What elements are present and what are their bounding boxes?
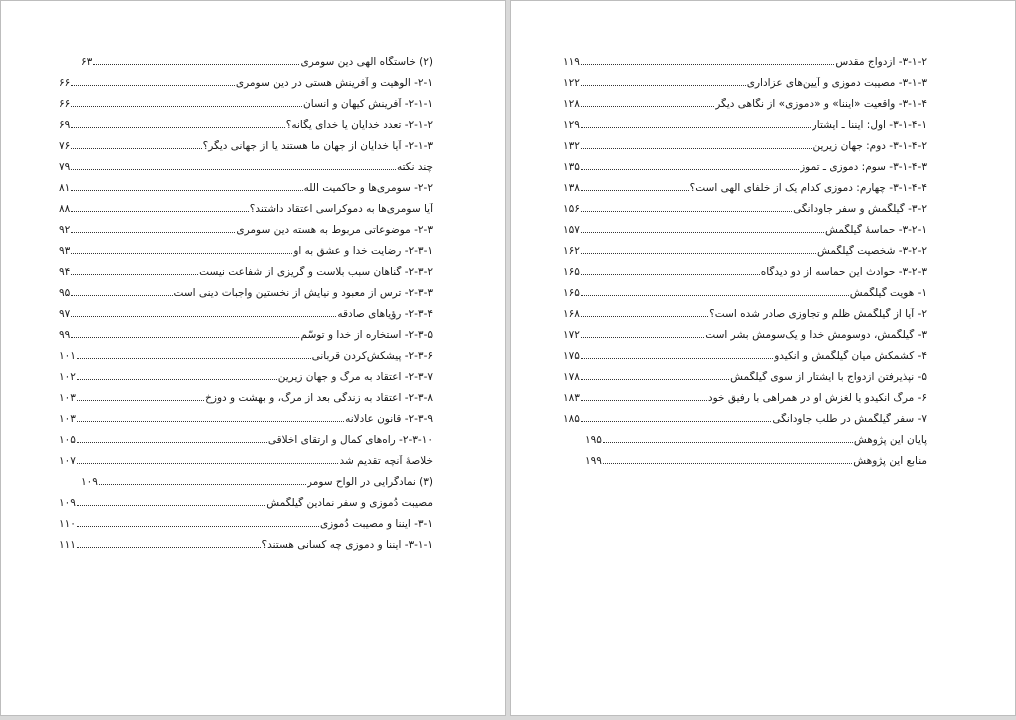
toc-entry-title: ۶- مرگ انکیدو یا لغزش او در همراهی با رفیق خود xyxy=(707,391,927,404)
toc-leader-dots xyxy=(71,127,285,128)
toc-entry-page-number: ۱۶۸ xyxy=(563,307,580,320)
toc-entry-title: ۴- کشمکش میان گیلگمش و انکیدو xyxy=(774,349,927,362)
toc-entry xyxy=(59,366,433,387)
toc-entry xyxy=(563,282,927,303)
toc-entry xyxy=(59,240,433,261)
toc-entry-page-number: ۷۶ xyxy=(59,139,71,152)
toc-entry-page-number: ۷۹ xyxy=(59,160,71,173)
toc-leader-dots xyxy=(71,190,302,191)
toc-entry xyxy=(563,261,927,282)
toc-leader-dots xyxy=(581,106,714,107)
toc-entry xyxy=(59,72,433,93)
toc-entry xyxy=(59,450,433,471)
toc-entry-title: ۳- گیلگمش، دوسومش خدا و یک‌سومش بشر است xyxy=(705,328,927,341)
toc-entry xyxy=(59,219,433,240)
toc-entry-page-number: ۱۹۵ xyxy=(585,433,602,446)
toc-entry xyxy=(59,324,433,345)
toc-entry xyxy=(59,303,433,324)
toc-leader-dots xyxy=(71,316,336,317)
toc-entry-title: ۳-۱-۴-۱- اول: ایننا ـ ایشتار xyxy=(811,118,927,131)
toc-entry-page-number: ۱۱۹ xyxy=(563,55,580,68)
toc-entry-title: ۲-۲- سومری‌ها و حاکمیت الله xyxy=(303,181,433,194)
toc-entry-page-number: ۶۹ xyxy=(59,118,71,131)
toc-leader-dots xyxy=(77,421,344,422)
toc-entry-page-number: ۱۰۹ xyxy=(81,475,98,488)
toc-leader-dots xyxy=(581,400,707,401)
toc-entry-title: ۲-۳-۱۰- راه‌های کمال و ارتقای اخلاقی xyxy=(267,433,433,446)
toc-leader-dots xyxy=(77,526,319,527)
toc-entry xyxy=(59,471,433,492)
toc-entry-page-number: ۱۵۶ xyxy=(563,202,580,215)
toc-entry-title: ۳-۱-۴-۳- سوم: دموزی ـ تموز xyxy=(800,160,927,173)
toc-leader-dots xyxy=(581,211,792,212)
toc-entry-page-number: ۱۳۲ xyxy=(563,139,580,152)
toc-leader-dots xyxy=(77,547,261,548)
toc-entry-title: ۵- نپذیرفتن ازدواج با ایشتار از سوی گیلگمش xyxy=(730,370,927,383)
toc-entry-title: منابع این پژوهش xyxy=(853,454,927,467)
toc-entry-title: چند نکته xyxy=(396,160,433,173)
toc-entry-page-number: ۱۰۱ xyxy=(59,349,76,362)
toc-entry-title: ۷- سفر گیلگمش در طلب جاودانگی xyxy=(772,412,927,425)
toc-entry xyxy=(59,408,433,429)
toc-entry-page-number: ۶۳ xyxy=(81,55,93,68)
toc-leader-dots xyxy=(581,295,849,296)
toc-leader-dots xyxy=(71,85,235,86)
toc-entry-page-number: ۶۶ xyxy=(59,76,71,89)
toc-entry-title: ۳-۱-۱- ایننا و دموزی چه کسانی هستند؟ xyxy=(261,538,433,551)
toc-entry-title: ۲-۱-۲- تعدد خدایان یا خدای یگانه؟ xyxy=(285,118,433,131)
toc-entry xyxy=(59,429,433,450)
toc-entry xyxy=(563,303,927,324)
toc-entry-title: ۲-۳-۴- رؤیاهای صادقه xyxy=(337,307,433,320)
toc-entry-page-number: ۸۱ xyxy=(59,181,71,194)
toc-list-right xyxy=(563,51,927,471)
toc-entry-title: ۳-۲-۳- حوادث این حماسه از دو دیدگاه xyxy=(760,265,927,278)
toc-entry-title: ۲-۳-۷- اعتقاد به مرگ و جهان زیرین xyxy=(277,370,433,383)
toc-leader-dots xyxy=(77,400,204,401)
toc-entry-page-number: ۱۰۵ xyxy=(59,433,76,446)
toc-leader-dots xyxy=(77,379,277,380)
toc-entry-title: ۲-۳-۱- رضایت خدا و عشق به او xyxy=(293,244,433,257)
toc-leader-dots xyxy=(93,64,299,65)
toc-entry-title: ۲-۳- موضوعاتی مربوط به هسته دین سومری xyxy=(236,223,433,236)
toc-entry-page-number: ۹۴ xyxy=(59,265,71,278)
toc-entry-page-number: ۱۰۷ xyxy=(59,454,76,467)
toc-entry-title: ۲-۱-۳- آیا خدایان از جهان ما هستند یا از جهانی دیگر؟ xyxy=(202,139,433,152)
toc-entry-title: پایان این پژوهش xyxy=(853,433,927,446)
toc-entry xyxy=(563,450,927,471)
toc-entry-title: ۳-۱-۴- واقعیت «ایننا» و «دموزی» از نگاهی دیگر xyxy=(715,97,927,110)
toc-entry-title: ۳-۲- گیلگمش و سفر جاودانگی xyxy=(793,202,927,215)
toc-entry-title: ۳-۱-۴-۲- دوم: جهان زیرین xyxy=(812,139,927,152)
toc-entry-page-number: ۹۹ xyxy=(59,328,71,341)
toc-entry xyxy=(563,324,927,345)
toc-entry xyxy=(59,114,433,135)
toc-entry-page-number: ۹۳ xyxy=(59,244,71,257)
toc-entry-page-number: ۱۳۸ xyxy=(563,181,580,194)
toc-entry-page-number: ۱۸۳ xyxy=(563,391,580,404)
toc-entry-title: ۲-۱-۱- آفرینش کیهان و انسان xyxy=(303,97,433,110)
toc-leader-dots xyxy=(581,64,834,65)
toc-entry-title: آیا سومری‌ها به دموکراسی اعتقاد داشتند؟ xyxy=(249,202,433,215)
toc-entry-page-number: ۹۲ xyxy=(59,223,71,236)
toc-entry xyxy=(563,114,927,135)
toc-entry-page-number: ۱۵۷ xyxy=(563,223,580,236)
toc-entry xyxy=(563,429,927,450)
toc-leader-dots xyxy=(71,211,249,212)
toc-entry-title: ۳-۱-۴-۴- چهارم: دموزی کدام یک از خلفای الهی است؟ xyxy=(689,181,927,194)
toc-leader-dots xyxy=(71,106,302,107)
toc-entry-title: ۲-۳-۲- گناهان سبب بلاست و گریزی از شفاعت نیست xyxy=(199,265,433,278)
toc-entry xyxy=(59,282,433,303)
toc-leader-dots xyxy=(71,169,396,170)
toc-entry-page-number: ۱۷۲ xyxy=(563,328,580,341)
toc-entry-title: ۲-۳-۹- قانون عادلانه xyxy=(345,412,433,425)
toc-entry-title: ۳-۱-۲- ازدواج مقدس xyxy=(835,55,927,68)
toc-leader-dots xyxy=(581,379,729,380)
toc-entry-title: مصیبت دُموزی و سفر نمادین گیلگمش xyxy=(266,496,433,509)
toc-leader-dots xyxy=(71,337,299,338)
toc-entry-page-number: ۹۵ xyxy=(59,286,71,299)
toc-leader-dots xyxy=(77,442,267,443)
toc-entry xyxy=(563,135,927,156)
toc-leader-dots xyxy=(581,169,799,170)
toc-entry-page-number: ۸۸ xyxy=(59,202,71,215)
toc-entry-title: ۳-۱-۳- مصیبت دموزی و آیین‌های عزاداری xyxy=(746,76,927,89)
toc-leader-dots xyxy=(581,421,771,422)
toc-leader-dots xyxy=(71,232,235,233)
toc-entry xyxy=(59,387,433,408)
toc-entry xyxy=(59,135,433,156)
toc-entry-title: (۳) نمادگرایی در الواح سومر xyxy=(306,475,433,488)
toc-entry xyxy=(563,366,927,387)
toc-leader-dots xyxy=(603,442,853,443)
toc-entry xyxy=(59,534,433,555)
toc-entry-page-number: ۱۷۸ xyxy=(563,370,580,383)
toc-entry-page-number: ۱۶۲ xyxy=(563,244,580,257)
toc-entry xyxy=(59,93,433,114)
toc-entry xyxy=(563,387,927,408)
toc-leader-dots xyxy=(71,295,172,296)
toc-leader-dots xyxy=(581,127,811,128)
toc-entry-title: (۲) خاستگاه الهی دین سومری xyxy=(300,55,433,68)
left-page xyxy=(0,0,506,716)
toc-entry-title: ۲-۳-۳- ترس از معبود و نیایش از نخستین واجبات دینی است xyxy=(173,286,433,299)
toc-entry-page-number: ۱۲۲ xyxy=(563,76,580,89)
toc-leader-dots xyxy=(581,274,760,275)
toc-entry xyxy=(563,156,927,177)
toc-entry-page-number: ۶۶ xyxy=(59,97,71,110)
toc-entry xyxy=(59,177,433,198)
toc-entry-page-number: ۹۷ xyxy=(59,307,71,320)
toc-entry xyxy=(563,51,927,72)
toc-leader-dots xyxy=(581,232,824,233)
toc-entry-title: ۲-۳-۶- پیشکش‌کردن قربانی xyxy=(311,349,433,362)
toc-entry-title: ۲-۱- الوهیت و آفرینش هستی در دین سومری xyxy=(235,76,433,89)
toc-entry-page-number: ۱۱۱ xyxy=(59,538,76,551)
toc-leader-dots xyxy=(581,148,812,149)
toc-entry-title: ۳-۲-۱- حماسهٔ گیلگمش xyxy=(824,223,927,236)
toc-entry xyxy=(563,177,927,198)
toc-leader-dots xyxy=(581,337,704,338)
toc-entry xyxy=(59,513,433,534)
toc-entry xyxy=(563,72,927,93)
toc-entry-title: ۲-۳-۵- استخاره از خدا و توسّم xyxy=(300,328,433,341)
toc-entry-page-number: ۱۸۵ xyxy=(563,412,580,425)
toc-leader-dots xyxy=(71,274,198,275)
toc-entry-title: ۲-۳-۸- اعتقاد به زندگی بعد از مرگ، و بهشت و دوزخ xyxy=(205,391,433,404)
toc-leader-dots xyxy=(71,253,292,254)
toc-entry-title: خلاصهٔ آنچه تقدیم شد xyxy=(339,454,433,467)
toc-entry-page-number: ۱۲۹ xyxy=(563,118,580,131)
right-page xyxy=(510,0,1016,716)
toc-entry-title: ۳-۲-۲- شخصیت گیلگمش xyxy=(816,244,927,257)
toc-entry xyxy=(59,51,433,72)
toc-entry-page-number: ۱۰۳ xyxy=(59,391,76,404)
toc-entry xyxy=(59,261,433,282)
toc-entry-page-number: ۱۰۳ xyxy=(59,412,76,425)
toc-entry xyxy=(59,345,433,366)
toc-entry-page-number: ۱۷۵ xyxy=(563,349,580,362)
toc-entry-page-number: ۱۹۹ xyxy=(585,454,602,467)
toc-entry xyxy=(59,492,433,513)
toc-leader-dots xyxy=(77,505,265,506)
toc-entry-page-number: ۱۱۰ xyxy=(59,517,76,530)
toc-entry xyxy=(563,198,927,219)
toc-entry-title: ۱- هویت گیلگمش xyxy=(849,286,927,299)
toc-leader-dots xyxy=(77,358,311,359)
toc-entry-page-number: ۱۰۲ xyxy=(59,370,76,383)
toc-leader-dots xyxy=(581,316,708,317)
toc-entry-title: ۲- آیا از گیلگمش ظلم و تجاوزی صادر شده است؟ xyxy=(709,307,927,320)
toc-entry-page-number: ۱۲۸ xyxy=(563,97,580,110)
toc-entry-page-number: ۱۶۵ xyxy=(563,286,580,299)
toc-entry xyxy=(563,240,927,261)
toc-entry-page-number: ۱۳۵ xyxy=(563,160,580,173)
toc-leader-dots xyxy=(581,358,773,359)
toc-leader-dots xyxy=(77,463,339,464)
toc-entry-page-number: ۱۶۵ xyxy=(563,265,580,278)
toc-list-left xyxy=(59,51,433,555)
toc-leader-dots xyxy=(581,190,689,191)
toc-leader-dots xyxy=(603,463,852,464)
toc-entry-title: ۳-۱- ایننا و مصیبت دُموزی xyxy=(319,517,433,530)
toc-entry xyxy=(59,156,433,177)
toc-entry-page-number: ۱۰۹ xyxy=(59,496,76,509)
toc-entry xyxy=(563,93,927,114)
toc-entry xyxy=(563,408,927,429)
toc-leader-dots xyxy=(581,253,816,254)
toc-leader-dots xyxy=(99,484,306,485)
toc-entry xyxy=(563,219,927,240)
toc-leader-dots xyxy=(581,85,746,86)
toc-leader-dots xyxy=(71,148,201,149)
toc-entry xyxy=(563,345,927,366)
toc-entry xyxy=(59,198,433,219)
